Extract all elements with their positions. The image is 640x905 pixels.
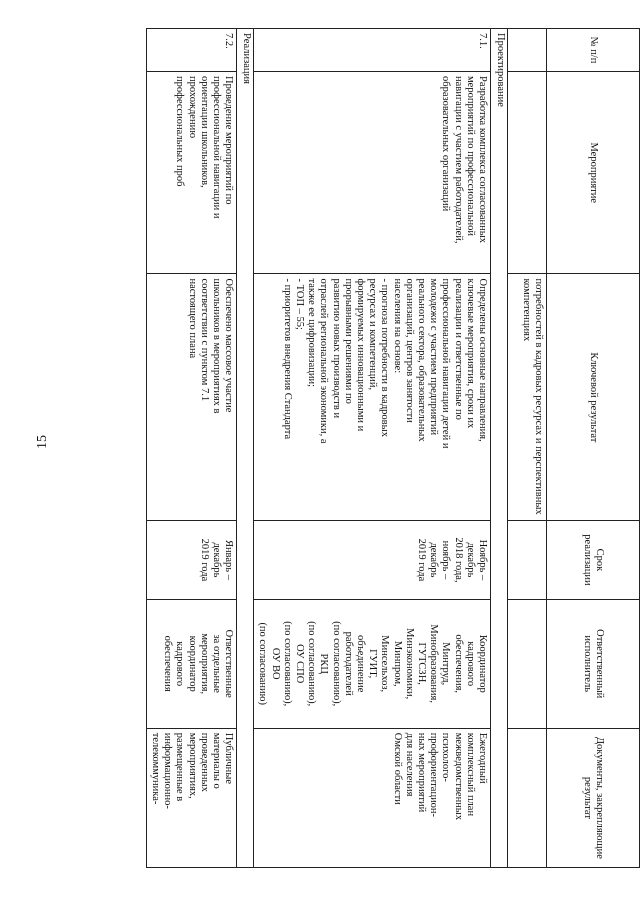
table-row	[254, 29, 491, 868]
row-num: 7.1.	[254, 29, 491, 72]
section-row-design	[491, 29, 508, 868]
row-activity: Разработка комплекса согласованных мероприятий по профессиональной навигации с участием работодателей, образовательных организаций	[254, 72, 491, 274]
continued-row	[508, 29, 547, 868]
header-result: Ключевой результат	[547, 274, 640, 521]
page-number: 15	[35, 435, 50, 449]
row-term: Ноябрь – декабрь 2018 года, ноябрь – декабрь 2019 года	[254, 521, 491, 599]
row-executor: Координатор кадрового обеспечения, Минтруд, Минобразования, ГУТСЗН, Минэкономики, Минпром, Минсельхоз, ГУИТ, объединение работодателей (по согласованию), РКЦ (по согласованию), ОУ СПО (по согласованию), ОУ ВО (по согласованию)	[254, 599, 491, 728]
row-documents: Ежегодный комплексный план межведомственных психолого- профориентацион- ных мероприятий для населения Омской области	[254, 728, 491, 867]
row-term: Январь – декабрь 2019 года	[146, 521, 236, 599]
table-row	[146, 29, 236, 868]
header-num: № п/п	[547, 29, 640, 72]
plan-table	[146, 28, 640, 868]
section-implementation-label: Реализация	[237, 29, 254, 868]
row-documents: Публичные материалы о проведенных мероприятиях, размещенные в информационно- телекоммуника-	[146, 728, 236, 867]
header-activity: Мероприятие	[547, 72, 640, 274]
row-executor: Ответственные за отдельные мероприятия, координатор кадрового обеспечения	[146, 599, 236, 728]
row-result: Обеспечено массовое участие школьников в мероприятиях в соответствии с пунктом 7.1 настоящего плана	[146, 274, 236, 521]
section-design-label: Проектирование	[491, 29, 508, 868]
row-result: Определены основные направления, ключевые мероприятия, сроки их реализации и ответственные по профессиональной навигации детей и молодежи с участием предприятий реального сектора, образовательных организаций, центров занятости населения на основе: - прогноза потребности в кадровых ресурсах и компетенций, формируемых инновационными и прорывными решениями по развитию новых производств и отраслей региональной экономики, а также ее цифровизации; - ТОП – 55; - приоритетов внедрения Стандарта	[254, 274, 491, 521]
row-activity: Проведение мероприятий по профессиональной навигации и ориентации школьников, прохождению профессиональных проб	[146, 72, 236, 274]
row-num: 7.2.	[146, 29, 236, 72]
section-row-implementation	[237, 29, 254, 868]
continued-result: потребностей в кадровых ресурсах и перспективных компетенциях	[508, 274, 547, 521]
header-term: Срок реализации	[547, 521, 640, 599]
header-executor: Ответственный исполнитель	[547, 599, 640, 728]
header-row	[547, 29, 640, 868]
rotated-document-sheet	[149, 28, 640, 868]
header-documents: Документы, закрепляющие результат	[547, 728, 640, 867]
